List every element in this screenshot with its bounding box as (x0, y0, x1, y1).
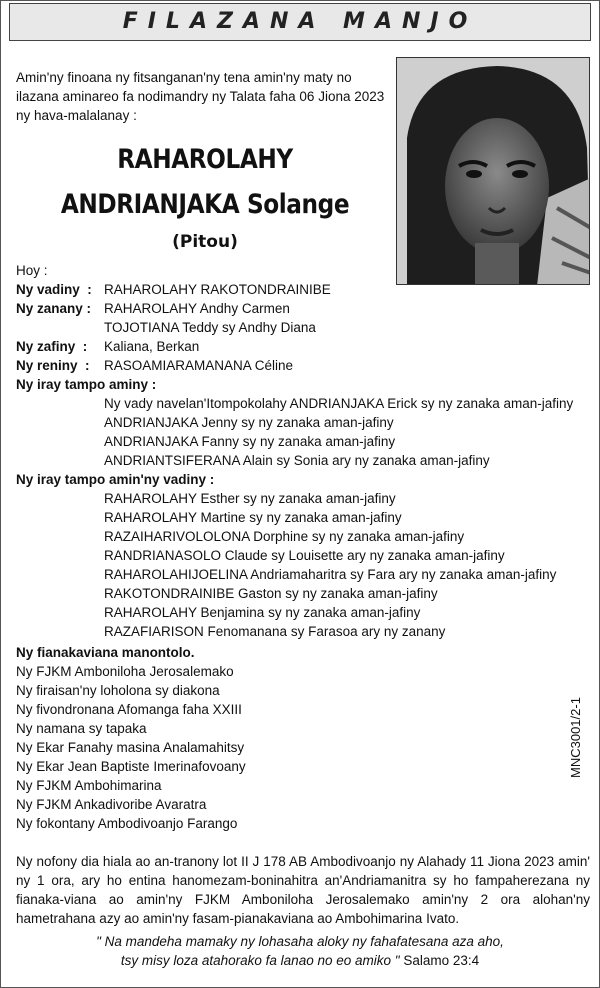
tampo-vadiny-item: RAHAROLAHIJOELINA Andriamaharitra sy Fara ary ny zanaka aman-jafiny (104, 567, 557, 582)
fianakaviana-label: Ny fianakaviana manontolo. (16, 645, 195, 660)
bible-reference: Salamo 23:4 (399, 953, 480, 968)
zanany-label: Ny zanany : (16, 301, 92, 316)
tampo-vadiny-label: Ny iray tampo amin'ny vadiny : (16, 472, 215, 487)
other-item: Ny namana sy tapaka (16, 721, 147, 736)
tampo-aminy-item: Ny vady navelan'Itompokolahy ANDRIANJAKA Erick sy ny zanaka aman-jafiny (104, 396, 574, 411)
page-title: FILAZANA MANJO (122, 9, 478, 34)
other-item: Ny Ekar Fanahy masina Analamahitsy (16, 740, 245, 755)
other-item: Ny FJKM Amboniloha Jerosalemako (16, 664, 234, 679)
reniny-label: Ny reniny : (16, 358, 90, 373)
zafiny-value: Kaliana, Berkan (104, 339, 200, 354)
intro-text: Amin'ny finoana ny fitsanganan'ny tena amin'ny maty no ilazana aminareo fa nodimandry ny Talata faha 06 Jiona 2023 ny hava-malalanay : (16, 70, 385, 123)
closing-paragraph: Ny nofony dia hiala ao an-tranony lot II J 178 AB Ambodivoanjo ny Alahady 11 Jiona 2023 amin' ny 1 ora, ary ho entina hanomezam-boninahitra an'Andriamanitra sy ho fampaherezana ny fianaka-viana ao amin'ny FJKM Amboniloha Jerosalemako amin'ny 2 ora alohan'ny hametrahana azy ao amin'ny fasam-pianakaviana ao Ambohimarina Ivato. (16, 854, 590, 926)
header-banner (9, 3, 591, 41)
tampo-aminy-item: ANDRIANTSIFERANA Alain sy Sonia ary ny zanaka aman-jafiny (104, 453, 490, 468)
other-item: Ny firaisan'ny loholona sy diakona (16, 683, 220, 698)
tampo-aminy-item: ANDRIANJAKA Jenny sy ny zanaka aman-jafiny (104, 415, 394, 430)
tampo-vadiny-item: RAHAROLAHY Benjamina sy ny zanaka aman-jafiny (104, 605, 421, 620)
deceased-name-line2: ANDRIANJAKA Solange (60, 189, 350, 220)
tampo-vadiny-item: RANDRIANASOLO Claude sy Louisette ary ny zanaka aman-jafiny (104, 548, 505, 563)
tampo-aminy-item: ANDRIANJAKA Fanny sy ny zanaka aman-jafiny (104, 434, 396, 449)
deceased-nickname: (Pitou) (172, 232, 238, 252)
bible-quote-line1: " Na mandeha mamaky ny lohasaha aloky ny fahafatesana aza aho, (96, 934, 504, 949)
zanany-item: RAHAROLAHY Andhy Carmen (104, 301, 290, 316)
zafiny-label: Ny zafiny : (16, 339, 88, 354)
tampo-aminy-label: Ny iray tampo aminy : (16, 377, 157, 392)
zanany-item: TOJOTIANA Teddy sy Andhy Diana (104, 320, 316, 335)
other-item: Ny fokontany Ambodivoanjo Farango (16, 816, 238, 831)
tampo-vadiny-item: RAKOTONDRAINIBE Gaston sy ny zanaka aman-jafiny (104, 586, 438, 601)
tampo-vadiny-item: RAZAFIARISON Fenomanana sy Farasoa ary ny zanany (104, 624, 446, 639)
deceased-name-line1: RAHAROLAHY (117, 144, 293, 175)
portrait-photo (396, 57, 590, 285)
bible-quote-text: tsy misy loza atahorako fa lanao no eo amiko " (120, 953, 400, 968)
reniny-value: RASOAMIARAMANANA Céline (104, 358, 294, 373)
vadiny-value: RAHAROLAHY RAKOTONDRAINIBE (104, 282, 331, 297)
bible-quote-line2 (0, 953, 600, 968)
other-item: Ny Ekar Jean Baptiste Imerinafovoany (16, 759, 246, 774)
reference-code: MNC3001/2-1 (568, 697, 583, 778)
hoy-label: Hoy : (16, 263, 48, 278)
tampo-vadiny-item: RAHAROLAHY Martine sy ny zanaka aman-jafiny (104, 510, 402, 525)
other-item: Ny FJKM Ambohimarina (16, 778, 162, 793)
vadiny-label: Ny vadiny : (16, 282, 92, 297)
tampo-vadiny-item: RAZAIHARIVOLOLONA Dorphine sy ny zanaka aman-jafiny (104, 529, 465, 544)
tampo-vadiny-item: RAHAROLAHY Esther sy ny zanaka aman-jafiny (104, 491, 396, 506)
other-item: Ny fivondronana Afomanga faha XXIII (16, 702, 242, 717)
other-item: Ny FJKM Ankadivoribe Avaratra (16, 797, 207, 812)
